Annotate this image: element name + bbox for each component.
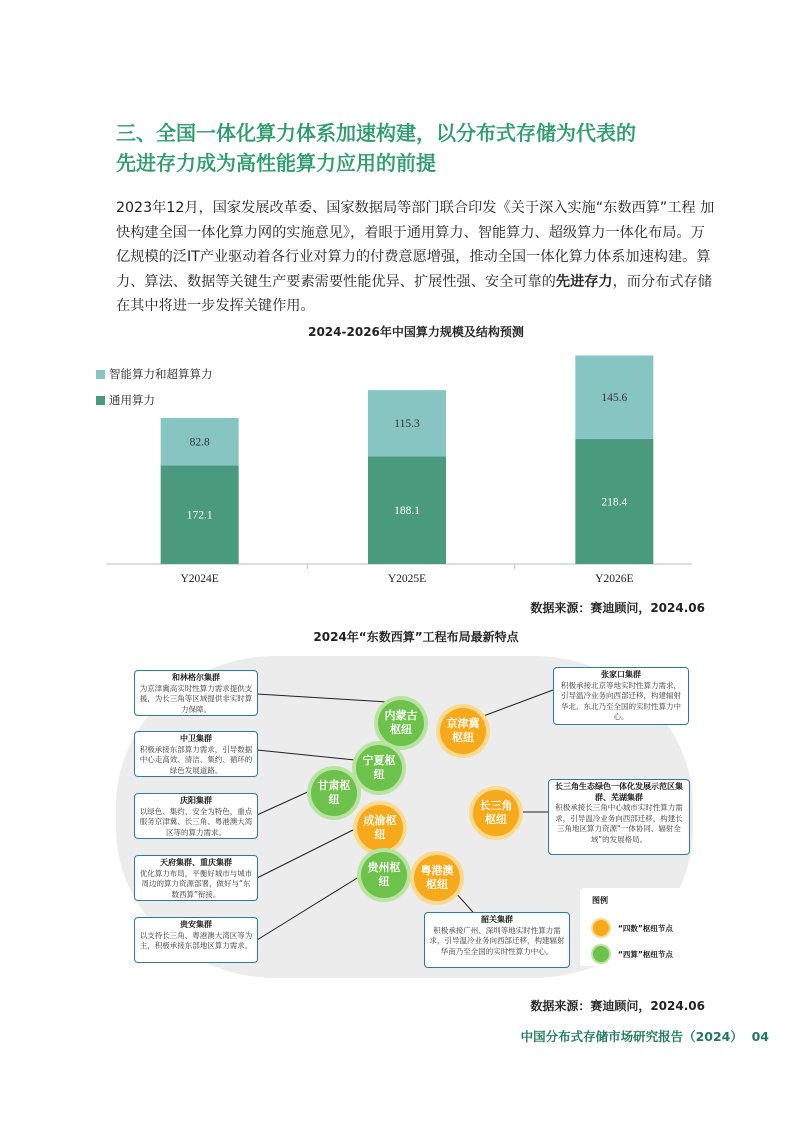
node-neimenggu: 内蒙古枢纽 xyxy=(378,700,424,746)
box-guian-text: 以支持长三角、粤港澳大湾区等为主，积极承接东部地区算力需求。 xyxy=(139,930,253,950)
x-tick-label-Y2025E: Y2025E xyxy=(387,573,427,585)
box-shaoguan xyxy=(424,912,570,968)
connector-helinger xyxy=(257,694,388,702)
box-zhongwei-text: 积极承接东部算力需求，引导数据中心走高效、清洁、集约、循环的绿色发展道路。 xyxy=(139,744,253,775)
connector-guian xyxy=(257,875,362,940)
box-qingyang-title: 庆阳集群 xyxy=(180,796,212,805)
data-label-Y2026E-series-0: 218.4 xyxy=(601,496,628,509)
connector-tianfu xyxy=(257,828,357,878)
footer-page-number: 04 xyxy=(751,1029,769,1044)
section-title-line1: 三、全国一体化算力体系加速构建，以分布式存储为代表的 xyxy=(116,121,636,145)
data-label-Y2024E-series-0: 172.1 xyxy=(186,509,213,522)
box-qingyang-text: 以绿色、集约、安全为特色，重点服务京津冀、长三角、粤港澳大湾区等的算力需求。 xyxy=(139,806,253,837)
box-guian-title: 贵安集群 xyxy=(180,920,212,929)
x-tick-label-Y2024E: Y2024E xyxy=(180,573,219,585)
box-zhangjiakou xyxy=(553,667,689,725)
chart1-source: 数据来源：赛迪顾问，2024.06 xyxy=(530,601,705,615)
box-zhongwei xyxy=(134,731,258,777)
box-shaoguan-text: 积极承接广州、深圳等地实时性算力需求，引导温冷业务向西部迁移，构建辐射华南乃至全国的实时性算力中心。 xyxy=(429,925,565,956)
node-ningxia: 宁夏枢纽 xyxy=(356,745,402,791)
box-tianfu-title: 天府集群、重庆集群 xyxy=(160,858,232,867)
legend2-orange-dot xyxy=(593,920,609,936)
legend2-green-dot xyxy=(593,946,609,962)
box-helinger-text: 为京津冀高实时性算力需求提供支援，为长三角等区域提供非实时算力保障。 xyxy=(139,683,253,714)
chart1-title: 2024-2026年中国算力规模及结构预测 xyxy=(308,325,524,339)
intro-part2: ，而分布式存储在其中将进一步发挥关键作用。 xyxy=(116,273,712,314)
node-changsanjiao: 长三角枢纽 xyxy=(473,790,519,836)
box-changsanjiao-text: 积极承接长三角中心城市实时性算力需求，引导温冷业务向西部迁移，构建长三角地区算力资源“一体协同、辐射全域”的发展格局。 xyxy=(555,803,683,844)
legend-label-smart: 智能算力和超算算力 xyxy=(109,367,213,381)
box-tianfu-text: 优化算力布局，平衡好城市与城市周边的算力资源部署，做好与“东数西算”衔接。 xyxy=(139,868,253,899)
box-shaoguan-title: 韶关集群 xyxy=(481,915,513,924)
legend2-green-label: “西算”枢纽节点 xyxy=(618,950,673,959)
chart2-title: 2024年“东数西算”工程布局最新特点 xyxy=(313,630,519,644)
intro-bold: 先进存力 xyxy=(555,273,613,290)
footer-report-name: 中国分布式存储市场研究报告（2024） xyxy=(520,1029,743,1044)
data-label-Y2025E-series-1: 115.3 xyxy=(394,418,420,431)
node-gansu: 甘肃枢纽 xyxy=(311,770,357,816)
data-label-Y2026E-series-1: 145.6 xyxy=(601,392,628,405)
box-zhangjiakou-text: 积极承接北京等地实时性算力需求，引导温冷业务向西部迁移，构建辐射华北、东北乃至全国的实时性算力中心。 xyxy=(561,680,681,721)
box-helinger-title: 和林格尔集群 xyxy=(172,673,220,682)
box-changsanjiao xyxy=(548,779,690,855)
node-guizhou: 贵州枢纽 xyxy=(361,852,407,898)
box-qingyang xyxy=(134,793,258,839)
node-chengyu: 成渝枢纽 xyxy=(357,805,403,851)
box-guian xyxy=(134,917,258,963)
data-label-Y2025E-series-0: 188.1 xyxy=(394,505,420,518)
legend-label-general: 通用算力 xyxy=(109,393,155,407)
box-zhongwei-title: 中卫集群 xyxy=(180,734,212,743)
connector-zhangjiakou xyxy=(478,690,553,718)
page-footer xyxy=(521,1027,769,1045)
box-changsanjiao-title: 长三角生态绿色一体化发展示范区集群、芜湖集群 xyxy=(555,782,683,802)
box-zhangjiakou-title: 张家口集群 xyxy=(601,670,641,679)
box-helinger xyxy=(134,670,258,716)
intro-part1: 2023年12月，国家发展改革委、国家数据局等部门联合印发《关于深入实施“东数西算”工程 加快构建全国一体化算力网的实施意见》，着眼于通用算力、智能算力、超级算力一体化布局。万亿规模的泛IT产业驱动着各行业对算力的付费意愿增强，推动全国一体化算力体系加速构建。算力、算法、数据等关键生产要素需要性能优异、扩展性强、安全可靠的 xyxy=(116,200,715,290)
chart2-source: 数据来源：赛迪顾问，2024.06 xyxy=(530,999,705,1013)
x-tick-label-Y2026E: Y2026E xyxy=(595,573,634,585)
section-title-line2: 先进存力成为高性能算力应用的前提 xyxy=(116,151,436,175)
connector-zhongwei xyxy=(257,750,355,760)
connector-qingyang xyxy=(257,790,312,815)
node-yuegangao: 粤港澳枢纽 xyxy=(414,855,460,901)
legend2-orange-label: “四数”枢纽节点 xyxy=(618,924,673,933)
data-label-Y2024E-series-1: 82.8 xyxy=(189,436,210,449)
box-tianfu xyxy=(134,855,258,901)
legend2-title: 图例 xyxy=(592,896,608,905)
node-jingjinji: 京津冀枢纽 xyxy=(440,708,486,754)
